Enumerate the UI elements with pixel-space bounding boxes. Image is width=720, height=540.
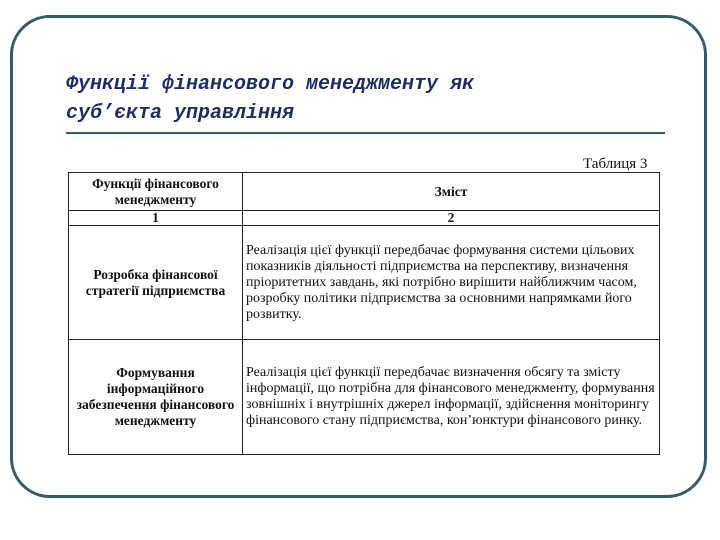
table-row bbox=[69, 226, 660, 340]
function-cell: Розробка фінансової стратегії підприємства bbox=[69, 226, 243, 340]
column-number-1: 1 bbox=[69, 211, 243, 226]
slide-title-line-2: суб’єкта управління bbox=[66, 102, 295, 125]
content-cell: Реалізація цієї функції передбачає формування системи цільових показників діяльності підприємства на перспективу, визначення пріоритетних завдань, які потрібно вирішити найближчим часом, розробку політики підприємства за основними напрямками його розвитку. bbox=[243, 226, 660, 340]
functions-table bbox=[68, 172, 660, 455]
table-number-row bbox=[69, 211, 660, 226]
slide-title bbox=[66, 70, 666, 128]
slide-title-line-1: Функції фінансового менеджменту як bbox=[66, 73, 475, 96]
column-number-2: 2 bbox=[243, 211, 660, 226]
table-caption: Таблиця 3 bbox=[583, 156, 648, 172]
function-cell: Формування інформаційного забезпечення фінансового менеджменту bbox=[69, 340, 243, 455]
table-header-row bbox=[69, 173, 660, 211]
table-row bbox=[69, 340, 660, 455]
title-divider bbox=[66, 132, 665, 134]
header-functions: Функції фінансового менеджменту bbox=[69, 173, 243, 211]
content-cell: Реалізація цієї функції передбачає визначення обсягу та змісту інформації, що потрібна для фінансового менеджменту, формування зовнішніх і внутрішніх джерел інформації, здійснення моніторингу фінансового стану підприємства, кон’юнктури фінансового ринку. bbox=[243, 340, 660, 455]
header-content: Зміст bbox=[243, 173, 660, 211]
